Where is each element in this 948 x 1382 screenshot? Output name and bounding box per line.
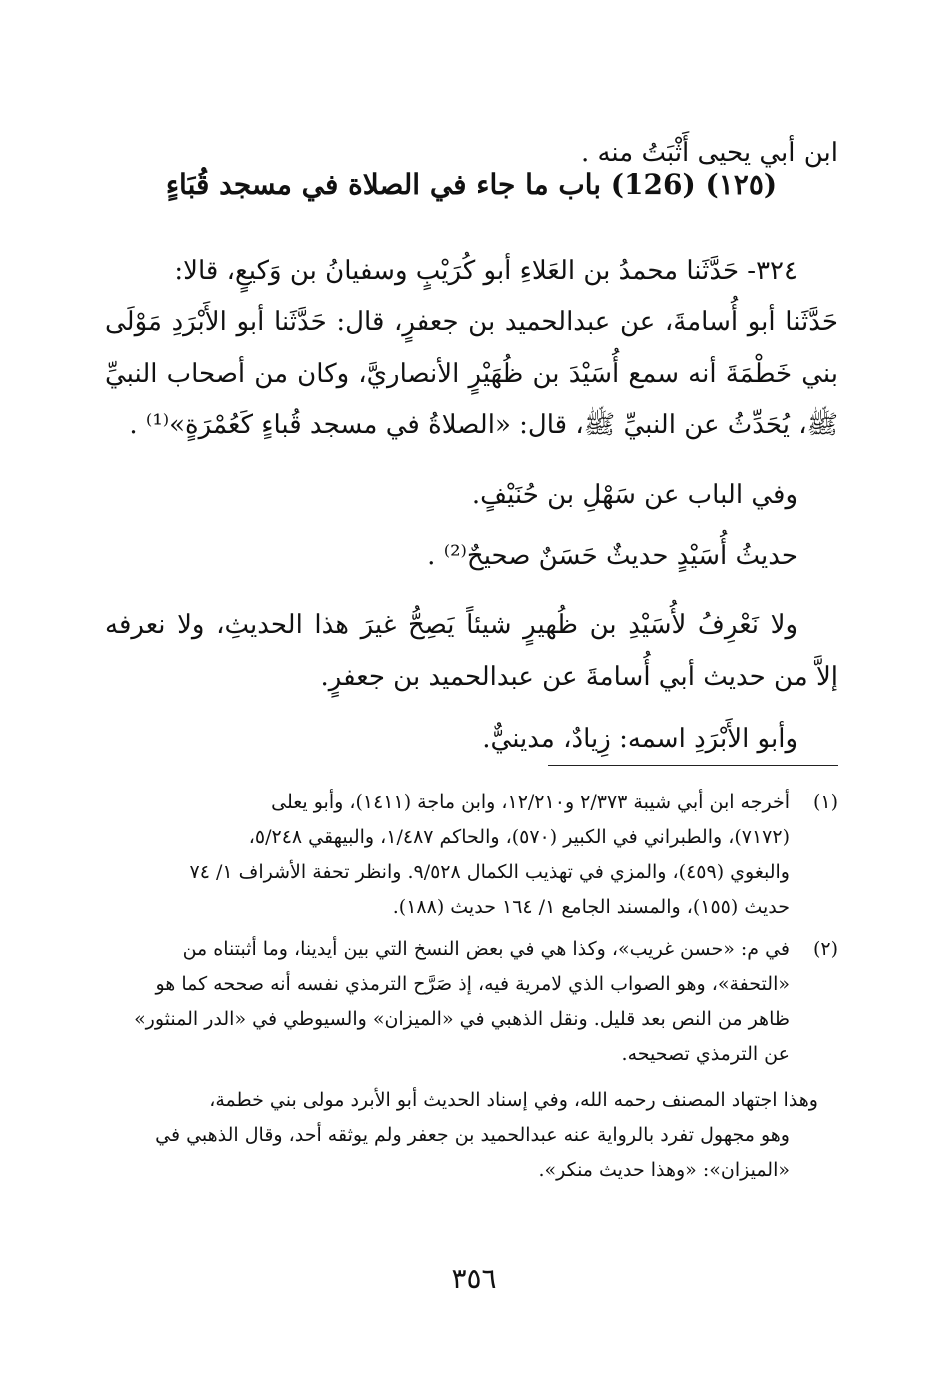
footnote-1-number: (١) [812,791,838,813]
commentary-line-1: وفي الباب عن سَهْلِ بن حُنَيْفٍ. [471,480,798,510]
commentary-line-4: إلاَّ من حديث أبي أُسامةَ عن عبدالحميد بن جعفرٍ. [320,662,838,692]
commentary-line-5: وأبو الأَبْرَدِ اسمه: زِيادٌ، مدينيٌّ. [482,724,798,754]
top-line: ابن أبي يحيى أَثْبَتُ منه . [580,138,838,168]
footnote-1-line-2: (٧١٧٢)، والطبراني في الكبير (٥٧٠)، والحاكم ١/٤٨٧، والبيهقي ٥/٢٤٨، [248,826,790,848]
commentary-line-2: حديثُ أُسَيْدٍ حديثٌ حَسَنٌ صحيحٌ⁽²⁾ . [427,541,798,571]
hadith-line-3: بني خَطْمَةَ أنه سمع أُسَيْدَ بن ظُهَيْرٍ الأنصاريَّ، وكان من أصحاب النبيِّ [105,359,838,389]
footnote-1-line-1: أخرجه ابن أبي شيبة ٢/٣٧٣ و١٢/٢١٠، وابن ماجة (١٤١١)، وأبو يعلى [271,791,790,813]
hadith-line-2: حَدَّثَنا أبو أُسامةَ، عن عبدالحميد بن جعفرٍ، قال: حَدَّثَنا أبو الأَبْرَدِ مَوْلَى [105,307,838,337]
commentary-line-3: ولا نَعْرِفُ لأُسَيْدِ بن ظُهيرٍ شيئاً يَصِحُّ غيرَ هذا الحديثِ، ولا نعرفه [105,610,798,640]
footnote-2-number: (٢) [812,938,838,960]
footnote-note-line-2: وهو مجهول تفرد بالرواية عنه عبدالحميد بن جعفر ولم يوثقه أحد، وقال الذهبي في [155,1124,790,1146]
footnote-2-line-4: عن الترمذي تصحيحه. [621,1043,790,1065]
page-number: ٣٥٦ [451,1262,497,1295]
footnote-2-line-3: ظاهر من النص بعد قليل. ونقل الذهبي في «الميزان» والسيوطي في «الدر المنثور» [134,1008,790,1030]
hadith-line-1: ٣٢٤- حَدَّثَنا محمدُ بن العَلاءِ أبو كُرَيْبٍ وسفيانُ بن وَكيعٍ، قالا: [174,256,798,286]
footnote-2-line-1: في م: «حسن غريب»، وكذا هي في بعض النسخ التي بين أيدينا، وما أثبتناه من [182,938,790,960]
hadith-line-4: ﷺ، يُحَدِّثُ عن النبيِّ ﷺ، قال: «الصلاةُ في مسجد قُباءٍ كَعُمْرَةٍ»⁽¹⁾ . [129,410,838,440]
footnote-divider [548,765,838,766]
chapter-heading: (١٢٥) (126) باب ما جاء في الصلاة في مسجد قُبَاءٍ [165,168,778,201]
footnote-note-line-3: «الميزان»: «وهذا حديث منكر». [538,1159,790,1181]
footnote-1-line-4: حديث (١٥٥)، والمسند الجامع ١/ ١٦٤ حديث (١٨٨). [392,896,790,918]
footnote-1-line-3: والبغوي (٤٥٩)، والمزي في تهذيب الكمال ٩/٥٢٨. وانظر تحفة الأشراف ١/ ٧٤ [189,861,790,883]
footnote-2-line-2: «التحفة»، وهو الصواب الذي لامرية فيه، إذ صَرَّح الترمذي نفسه أنه صححه كما هو [155,973,790,995]
footnote-note-line-1: وهذا اجتهاد المصنف رحمه الله، وفي إسناد الحديث أبو الأبرد مولى بني خطمة، [209,1089,818,1111]
